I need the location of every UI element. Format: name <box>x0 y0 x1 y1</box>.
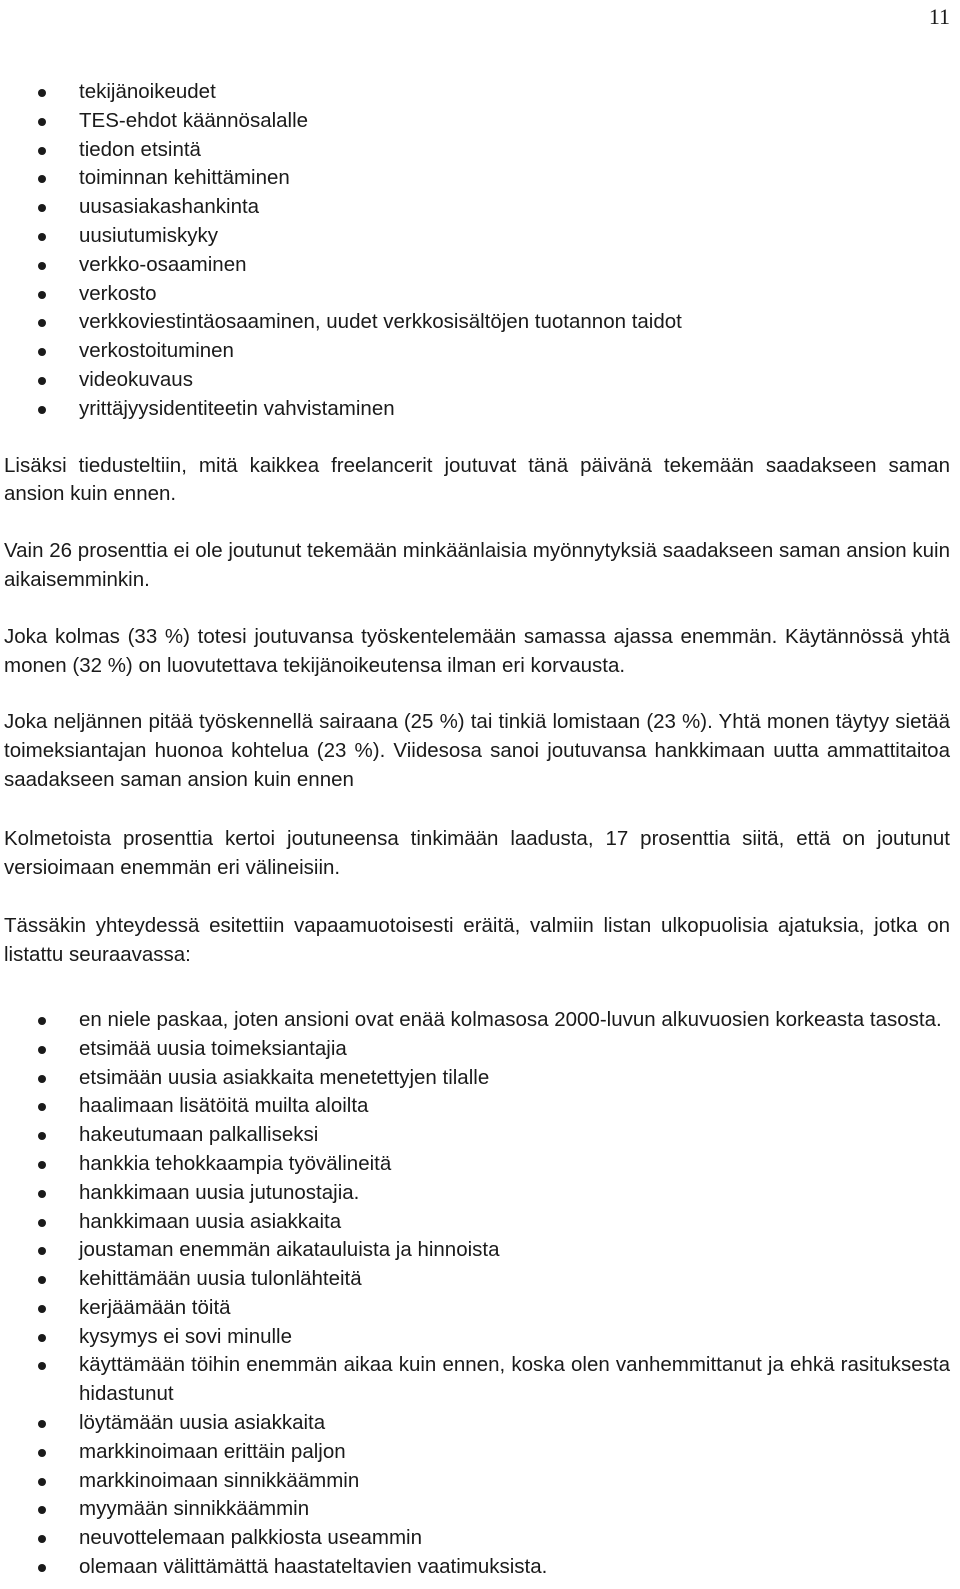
list-item: verkko-osaaminen <box>4 251 950 280</box>
list-item: verkosto <box>4 280 950 309</box>
list-item: tekijänoikeudet <box>4 78 950 107</box>
list-item: markkinoimaan sinnikkäämmin <box>4 1467 950 1496</box>
list-item: toiminnan kehittäminen <box>4 164 950 193</box>
list-item: kerjäämään töitä <box>4 1294 950 1323</box>
paragraph: Kolmetoista prosenttia kertoi joutuneensa tinkimään laadusta, 17 prosenttia siitä, että on joutunut versioimaan enemmän eri välineisiin. <box>4 826 950 879</box>
list-item: olemaan välittämättä haastateltavien vaatimuksista. <box>4 1553 950 1582</box>
list-item: videokuvaus <box>4 366 950 395</box>
list-item: joustaman enemmän aikatauluista ja hinnoista <box>4 1236 950 1265</box>
list-item: tiedon etsintä <box>4 136 950 165</box>
list-item: etsimää uusia toimeksiantajia <box>4 1035 950 1064</box>
list-item: myymään sinnikkäämmin <box>4 1495 950 1524</box>
bullet-list-competences <box>4 78 950 424</box>
list-item: hankkimaan uusia asiakkaita <box>4 1208 950 1237</box>
list-item: en niele paskaa, joten ansioni ovat enää kolmasosa 2000-luvun alkuvuosien korkeasta tasosta. <box>4 1006 950 1035</box>
paragraph: Lisäksi tiedusteltiin, mitä kaikkea freelancerit joutuvat tänä päivänä tekemään saadakseen saman ansion kuin ennen. <box>4 453 950 506</box>
list-item: verkkoviestintäosaaminen, uudet verkkosisältöjen tuotannon taidot <box>4 308 950 337</box>
list-item: hakeutumaan palkalliseksi <box>4 1121 950 1150</box>
list-item: yrittäjyysidentiteetin vahvistaminen <box>4 395 950 424</box>
list-item: käyttämään töihin enemmän aikaa kuin ennen, koska olen vanhemmittanut ja ehkä rasituksesta hidastunut <box>4 1351 950 1409</box>
list-item: uusiutumiskyky <box>4 222 950 251</box>
list-item: markkinoimaan erittäin paljon <box>4 1438 950 1467</box>
page-number: 11 <box>928 4 950 29</box>
list-item: löytämään uusia asiakkaita <box>4 1409 950 1438</box>
bullet-list-free-answers <box>4 1006 950 1582</box>
list-item: uusasiakashankinta <box>4 193 950 222</box>
list-item: hankkia tehokkaampia työvälineitä <box>4 1150 950 1179</box>
list-item: verkostoituminen <box>4 337 950 366</box>
list-item: kehittämään uusia tulonlähteitä <box>4 1265 950 1294</box>
paragraph: Vain 26 prosenttia ei ole joutunut tekemään minkäänlaisia myönnytyksiä saadakseen saman ansion kuin aikaisemminkin. <box>4 539 950 591</box>
list-item: etsimään uusia asiakkaita menetettyjen tilalle <box>4 1064 950 1093</box>
list-item: haalimaan lisätöitä muilta aloilta <box>4 1092 950 1121</box>
paragraph: Joka kolmas (33 %) totesi joutuvansa työskentelemään samassa ajassa enemmän. Käytännössä yhtä monen (32 %) on luovutettava tekijänoikeutensa ilman eri korvausta. <box>4 624 950 677</box>
list-item: kysymys ei sovi minulle <box>4 1323 950 1352</box>
list-item: hankkimaan uusia jutunostajia. <box>4 1179 950 1208</box>
document-body <box>4 78 950 1582</box>
list-item: neuvottelemaan palkkiosta useammin <box>4 1524 950 1553</box>
paragraph: Tässäkin yhteydessä esitettiin vapaamuotoisesti eräitä, valmiin listan ulkopuolisia ajatuksia, jotka on listattu seuraavassa: <box>4 914 950 967</box>
list-item: TES-ehdot käännösalalle <box>4 107 950 136</box>
paragraph: Joka neljännen pitää työskennellä sairaana (25 %) tai tinkiä lomistaan (23 %). Yhtä monen täytyy sietää toimeksiantajan huonoa kohtelua (23 %). Viidesosa sanoi joutuvansa hankkimaan uutta ammattitaitoa saadakseen saman ansion kuin ennen <box>4 710 950 791</box>
